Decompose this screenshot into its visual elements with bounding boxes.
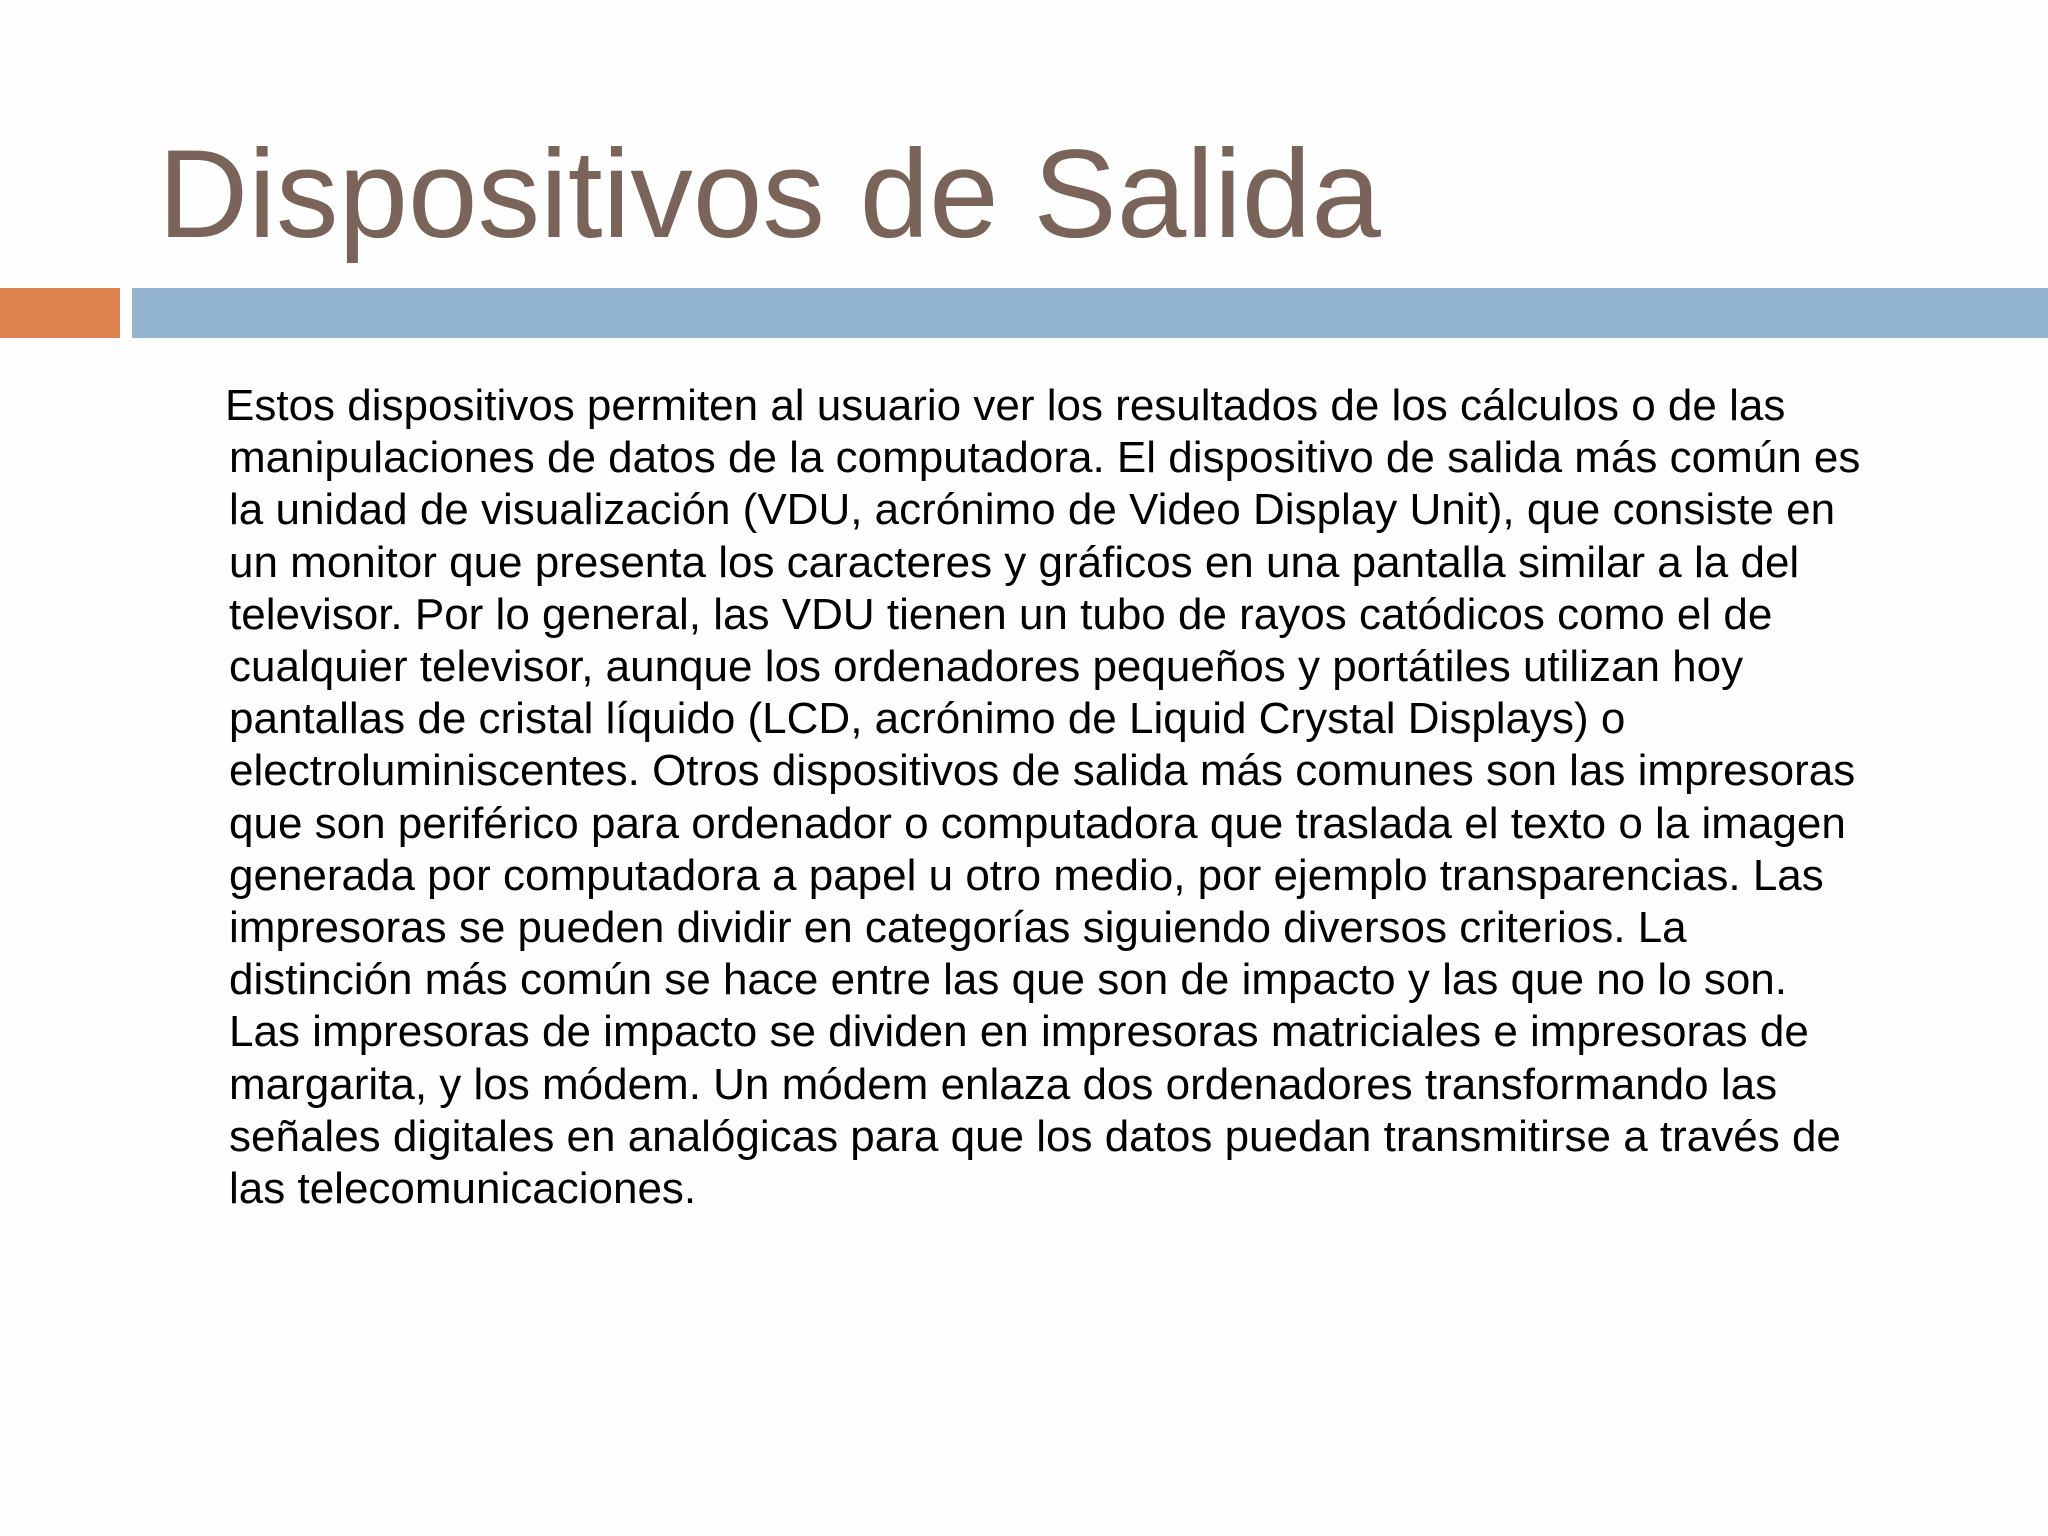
slide-title: Dispositivos de Salida: [158, 125, 1381, 264]
accent-bar-blue: [132, 288, 2048, 338]
slide-body-text: Estos dispositivos permiten al usuario ver los resultados de los cálculos o de las manipulaciones de datos de la computadora. El dispositivo de salida más común es la unidad de visualización (VDU, acrónimo de Video Display Unit), que consiste en un monitor que presenta los caracteres y gráficos en una pantalla similar a la del televisor. Por lo general, las VDU tienen un tubo de rayos catódicos como el de cualquier televisor, aunque los ordenadores pequeños y portátiles utilizan hoy pantallas de cristal líquido (LCD, acrónimo de Liquid Crystal Displays) o electroluminiscentes. Otros dispositivos de salida más comunes son las impresoras que son periférico para ordenador o computadora que traslada el texto o la imagen generada por computadora a papel u otro medio, por ejemplo transparencias. Las impresoras se pueden dividir en categorías siguiendo diversos criterios. La distinción más común se hace entre las que son de impacto y las que no lo son. Las impresoras de impacto se dividen en impresoras matriciales e impresoras de margarita, y los módem. Un módem enlaza dos ordenadores transformando las señales digitales en analógicas para que los datos puedan transmitirse a través de las telecomunicaciones.: [225, 381, 1861, 1214]
accent-bar-orange: [0, 288, 120, 338]
